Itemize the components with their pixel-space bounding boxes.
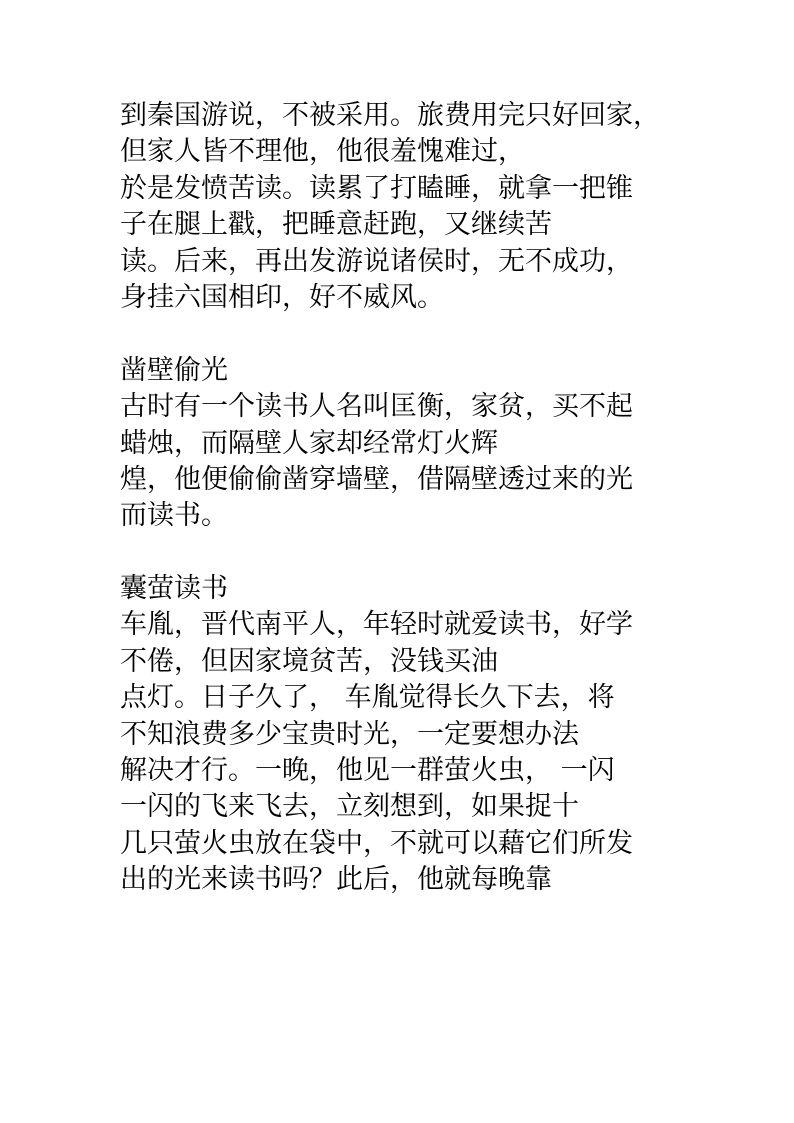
- text-line: 蜡烛，而隔壁人家却经常灯火辉: [120, 427, 498, 459]
- text-line: 子在腿上戳，把睡意赶跑，又继续苦: [120, 209, 552, 241]
- text-line: 於是发愤苦读。读累了打瞌睡，就拿一把锥: [120, 172, 633, 204]
- text-line: 车胤，晋代南平人，年轻时就爱读书，好学: [120, 609, 633, 641]
- text-line: 身挂六国相印，好不威风。: [120, 281, 444, 313]
- section-intro: [120, 98, 690, 316]
- text-line: 古时有一个读书人名叫匡衡，家贫，买不起: [120, 391, 633, 423]
- section-heading: 囊萤读书: [120, 573, 228, 605]
- text-line: 几只萤火虫放在袋中，不就可以藉它们所发: [120, 827, 633, 859]
- text-line: 读。后来，再出发游说诸侯时，无不成功，: [120, 245, 633, 277]
- text-line: 而读书。: [120, 500, 228, 532]
- text-line: 一闪的飞来飞去，立刻想到，如果捉十: [120, 791, 579, 823]
- section-zaobi: [120, 353, 690, 535]
- paragraph-spacer: [120, 535, 690, 571]
- document-body: [120, 98, 690, 899]
- text-line: 到秦国游说，不被采用。旅费用完只好回家，: [120, 100, 660, 131]
- text-line: 不知浪费多少宝贵时光，一定要想办法: [120, 718, 579, 750]
- text-line: 点灯。日子久了， 车胤觉得长久下去，将: [120, 682, 615, 714]
- text-line: 出的光来读书吗？此后，他就每晚靠: [120, 864, 552, 896]
- paragraph-spacer: [120, 316, 690, 352]
- text-line: 解决才行。一晚，他见一群萤火虫， 一闪: [120, 755, 615, 787]
- section-heading: 凿壁偷光: [120, 354, 228, 386]
- text-line: 但家人皆不理他，他很羞愧难过，: [120, 136, 525, 168]
- text-line: 不倦，但因家境贫苦，没钱买油: [120, 645, 498, 677]
- section-nangying: [120, 571, 690, 899]
- text-line: 煌，他便偷偷凿穿墙壁，借隔壁透过来的光: [120, 463, 633, 495]
